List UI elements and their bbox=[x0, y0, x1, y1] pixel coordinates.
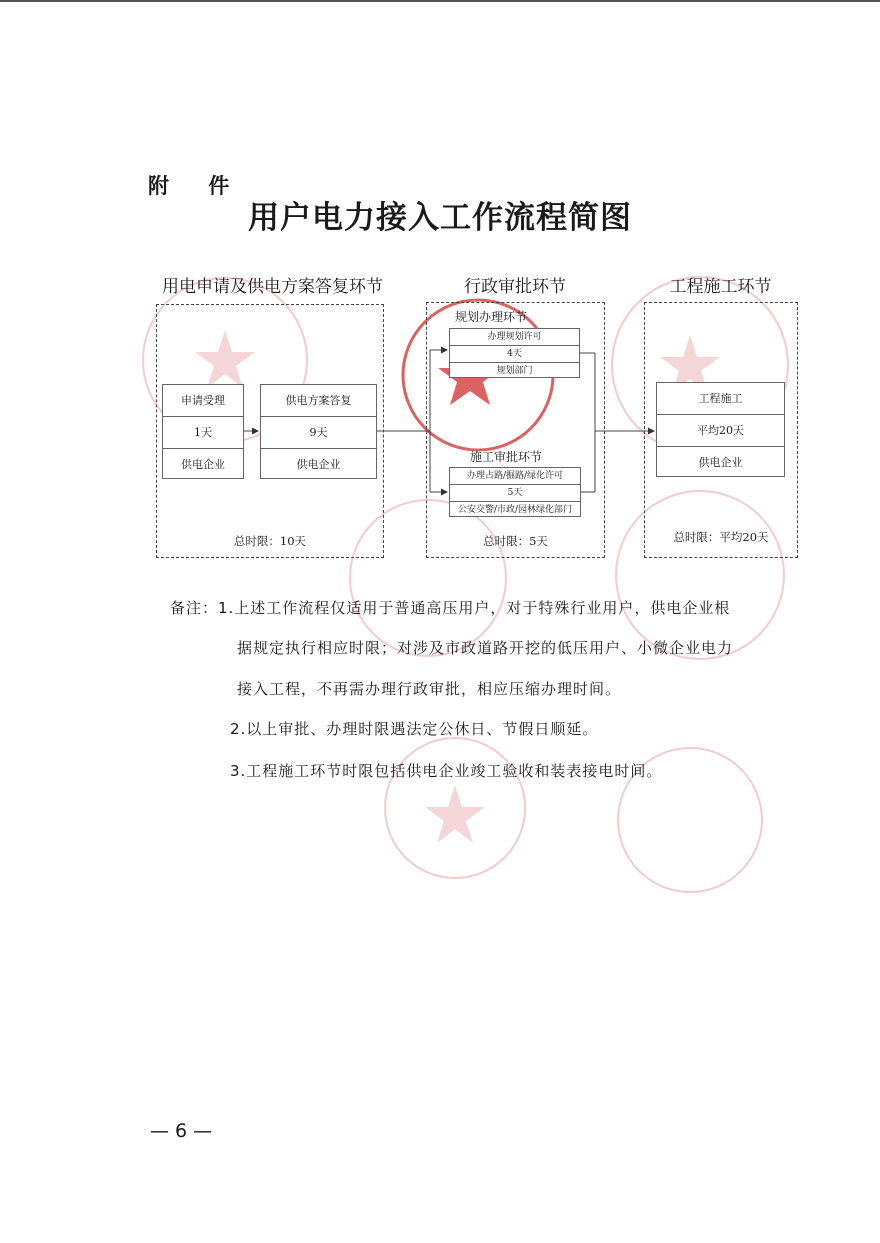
step-name: 办理占路/掘路/绿化许可 bbox=[450, 468, 580, 485]
step-owner: 规划部门 bbox=[496, 366, 533, 376]
step-duration: 4天 bbox=[450, 346, 579, 363]
sub-title-planning: 规划办理环节 bbox=[455, 310, 528, 324]
note-line-5: 3.工程施工环节时限包括供电企业竣工验收和装表接电时间。 bbox=[230, 762, 663, 780]
document-title: 用户电力接入工作流程简图 bbox=[248, 200, 632, 236]
note-line-1: 备注：1.上述工作流程仅适用于普通高压用户，对于特殊行业用户，供电企业根 bbox=[170, 599, 731, 617]
step-name: 工程施工 bbox=[657, 383, 784, 415]
section-title-application: 用电申请及供电方案答复环节 bbox=[162, 277, 383, 297]
section-title-construction: 工程施工环节 bbox=[669, 277, 772, 297]
step-owner: 供电企业 bbox=[296, 458, 341, 471]
total-time-construction: 总时限：平均20天 bbox=[673, 530, 769, 544]
step-name: 供电方案答复 bbox=[261, 385, 376, 417]
total-time-approval: 总时限：5天 bbox=[483, 534, 548, 548]
total-time-application: 总时限：10天 bbox=[233, 534, 307, 548]
step-duration: 5天 bbox=[450, 485, 580, 502]
step-owner: 公安交警/市政/园林绿化部门 bbox=[457, 505, 573, 515]
step-duration: 9天 bbox=[261, 417, 376, 449]
page-number: — 6 — bbox=[150, 1120, 213, 1142]
note-line-3: 接入工程，不再需办理行政审批，相应压缩办理时间。 bbox=[237, 680, 622, 698]
step-duration: 1天 bbox=[163, 417, 243, 449]
step-name: 办理规划许可 bbox=[450, 329, 579, 346]
attachment-label: 附 件 bbox=[148, 174, 246, 198]
section-title-approval: 行政审批环节 bbox=[464, 277, 566, 297]
step-duration: 平均20天 bbox=[657, 415, 784, 447]
note-line-2: 据规定执行相应时限；对涉及市政道路开挖的低压用户、小微企业电力 bbox=[237, 639, 734, 657]
step-owner: 供电企业 bbox=[181, 458, 225, 471]
note-line-4: 2.以上审批、办理时限遇法定公休日、节假日顺延。 bbox=[230, 720, 599, 738]
sub-title-construction-approval: 施工审批环节 bbox=[470, 450, 543, 464]
step-name: 申请受理 bbox=[163, 385, 243, 417]
step-owner: 供电企业 bbox=[698, 456, 743, 469]
